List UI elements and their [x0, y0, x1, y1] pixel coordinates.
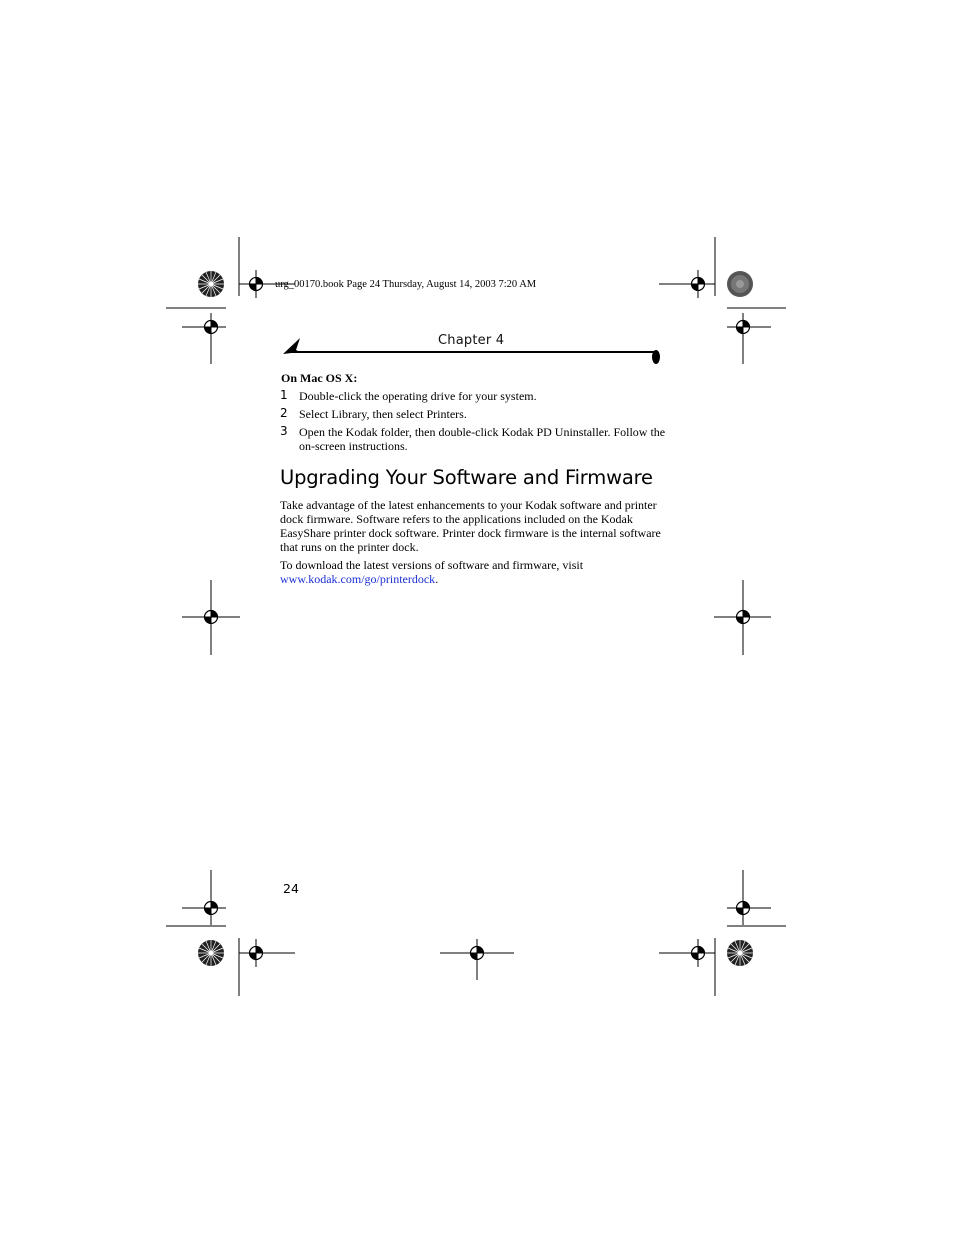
download-text: To download the latest versions of software and firmware, visit — [280, 558, 584, 572]
page-number: 24 — [283, 881, 299, 896]
printerdock-link[interactable]: www.kodak.com/go/printerdock — [280, 572, 436, 586]
paragraph-download — [280, 558, 665, 586]
step-number: 2 — [280, 406, 288, 420]
step-text: Select Library, then select Printers. — [299, 407, 467, 421]
step-number: 1 — [280, 388, 288, 402]
step-text: Double-click the operating drive for your system. — [299, 389, 537, 403]
section-subheading: On Mac OS X: — [281, 371, 358, 385]
step-number: 3 — [280, 424, 288, 438]
paragraph-intro: Take advantage of the latest enhancements to your Kodak software and printer dock firmware. Software refers to the applications included on the Kodak EasyShare printer dock software. Printer dock firmware is the internal software that runs on the printer dock. — [280, 498, 661, 554]
chapter-label: Chapter 4 — [438, 333, 505, 348]
section-heading: Upgrading Your Software and Firmware — [280, 466, 653, 489]
step-text: Open the Kodak folder, then double-click Kodak PD Uninstaller. Follow the on-screen instructions. — [299, 425, 666, 453]
period: . — [435, 572, 439, 586]
slug-line: urg_00170.book Page 24 Thursday, August 14, 2003 7:20 AM — [275, 279, 537, 290]
